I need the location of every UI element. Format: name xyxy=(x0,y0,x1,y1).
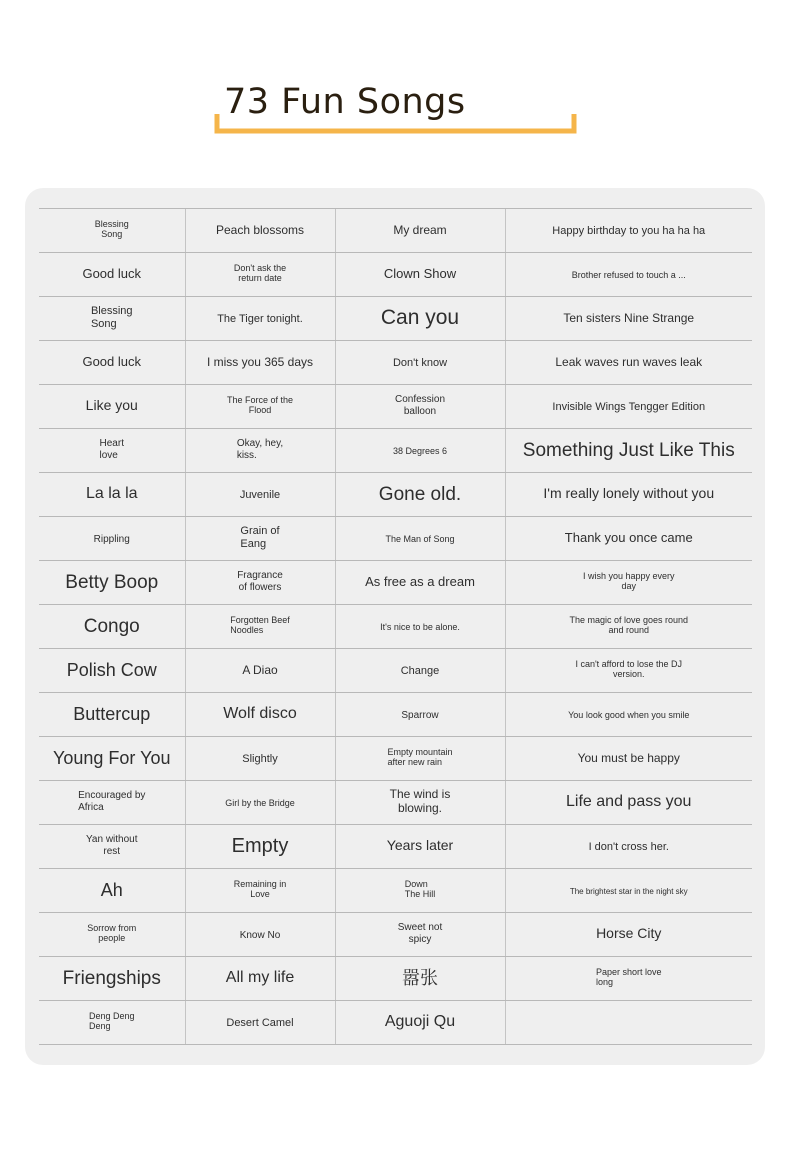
table-row xyxy=(39,957,752,1001)
song-cell xyxy=(505,781,752,825)
song-cell xyxy=(335,605,505,649)
table-row xyxy=(39,693,752,737)
song-cell xyxy=(505,605,752,649)
song-cell xyxy=(185,517,335,561)
song-title: Betty Boop xyxy=(65,571,159,593)
song-title: Good luck xyxy=(82,354,142,370)
song-cell xyxy=(335,561,505,605)
song-title: Friengships xyxy=(62,967,161,989)
song-cell xyxy=(335,341,505,385)
song-cell xyxy=(335,1001,505,1045)
song-cell xyxy=(335,209,505,253)
song-title: Remaining in Love xyxy=(233,878,287,899)
song-cell xyxy=(505,737,752,781)
song-title: Young For You xyxy=(53,747,171,768)
song-cell xyxy=(39,781,185,825)
song-title: Sorrow from people xyxy=(87,922,137,943)
title-underline xyxy=(214,112,580,136)
song-cell xyxy=(185,341,335,385)
song-cell xyxy=(39,561,185,605)
song-title: Paper short love long xyxy=(595,966,662,987)
song-title: Thank you once came xyxy=(564,530,693,546)
song-title: I don't cross her. xyxy=(588,841,669,854)
song-cell xyxy=(335,869,505,913)
song-cell xyxy=(505,341,752,385)
song-cell xyxy=(505,561,752,605)
song-cell xyxy=(185,825,335,869)
song-title: Desert Camel xyxy=(226,1017,294,1030)
song-cell xyxy=(505,297,752,341)
song-title: Polish Cow xyxy=(66,659,157,680)
song-cell xyxy=(39,517,185,561)
song-title: Blessing Song xyxy=(90,304,133,330)
song-title: Empty mountain after new rain xyxy=(387,746,453,767)
song-title: Rippling xyxy=(93,534,130,546)
song-cell xyxy=(185,1001,335,1045)
song-cell xyxy=(185,561,335,605)
song-title: Sparrow xyxy=(401,710,439,722)
song-cell xyxy=(335,297,505,341)
table-row xyxy=(39,825,752,869)
song-title: Horse City xyxy=(596,925,662,942)
song-title: The brightest star in the night sky xyxy=(569,887,688,897)
song-title: Okay, hey, kiss. xyxy=(236,438,284,461)
table-row xyxy=(39,429,752,473)
song-cell xyxy=(505,253,752,297)
song-cell xyxy=(335,473,505,517)
song-cell xyxy=(335,649,505,693)
song-cell xyxy=(39,253,185,297)
song-cell xyxy=(185,649,335,693)
song-title: Don't ask the return date xyxy=(233,262,287,283)
song-title: Happy birthday to you ha ha ha xyxy=(552,225,706,238)
song-cell xyxy=(185,693,335,737)
song-cell xyxy=(39,869,185,913)
song-cell xyxy=(185,737,335,781)
song-title: Fragrance of flowers xyxy=(237,570,283,593)
song-title: Down The Hill xyxy=(404,878,436,899)
song-cell xyxy=(335,781,505,825)
song-title: Brother refused to touch a ... xyxy=(571,270,686,281)
song-title: I miss you 365 days xyxy=(206,355,314,370)
song-cell xyxy=(505,1001,752,1045)
song-title: Wolf disco xyxy=(223,705,297,723)
song-title: Something Just Like This xyxy=(522,439,735,461)
song-cell xyxy=(185,605,335,649)
song-title: Forgotten Beef Noodles xyxy=(230,614,290,635)
song-title: 嚣张 xyxy=(402,967,438,988)
song-title: Good luck xyxy=(82,266,142,282)
song-title: It's nice to be alone. xyxy=(380,622,460,633)
table-row xyxy=(39,209,752,253)
song-cell xyxy=(335,913,505,957)
song-title: Sweet not spicy xyxy=(397,922,443,945)
song-title: Gone old. xyxy=(378,483,462,505)
song-cell xyxy=(39,429,185,473)
table-row xyxy=(39,561,752,605)
song-title: I can't afford to lose the DJ version. xyxy=(575,658,683,679)
song-title: Grain of Eang xyxy=(240,524,280,550)
song-title: Slightly xyxy=(242,753,278,766)
song-cell xyxy=(335,429,505,473)
song-cell xyxy=(185,253,335,297)
table-row xyxy=(39,385,752,429)
table-row xyxy=(39,869,752,913)
song-title: The Tiger tonight. xyxy=(217,313,303,326)
song-cell xyxy=(39,385,185,429)
song-title: The magic of love goes round and round xyxy=(569,614,689,635)
song-title: Juvenile xyxy=(239,489,281,502)
song-title: As free as a dream xyxy=(365,574,475,590)
table-row xyxy=(39,517,752,561)
song-cell xyxy=(39,693,185,737)
song-cell xyxy=(335,825,505,869)
table-row xyxy=(39,605,752,649)
page-title: 73 Fun Songs xyxy=(224,82,466,122)
song-cell xyxy=(39,825,185,869)
song-title: Life and pass you xyxy=(566,793,692,811)
song-title: Girl by the Bridge xyxy=(225,798,295,809)
song-title: Ten sisters Nine Strange xyxy=(563,311,695,326)
song-table xyxy=(39,208,752,1045)
song-cell xyxy=(185,297,335,341)
song-title: Invisible Wings Tengger Edition xyxy=(552,401,706,414)
song-cell xyxy=(185,913,335,957)
song-title: Empty xyxy=(231,835,289,857)
song-title: Ah xyxy=(100,879,123,900)
song-title: Like you xyxy=(85,397,138,414)
song-cell xyxy=(185,781,335,825)
song-title: Know No xyxy=(239,930,281,942)
song-title: Blessing Song xyxy=(94,218,129,239)
song-title: You look good when you smile xyxy=(568,710,690,721)
song-title: My dream xyxy=(393,223,447,238)
song-title: Buttercup xyxy=(73,703,151,724)
song-title: Yan without rest xyxy=(85,834,138,857)
table-row xyxy=(39,253,752,297)
song-title: La la la xyxy=(85,485,138,503)
song-cell xyxy=(335,253,505,297)
song-cell xyxy=(39,649,185,693)
song-cell xyxy=(39,209,185,253)
song-cell xyxy=(335,517,505,561)
song-title: Clown Show xyxy=(383,266,457,282)
table-row xyxy=(39,473,752,517)
table-row xyxy=(39,737,752,781)
song-cell xyxy=(505,385,752,429)
song-title: Years later xyxy=(386,837,454,854)
song-title: I wish you happy every day xyxy=(582,570,675,591)
table-row xyxy=(39,297,752,341)
song-title: Can you xyxy=(380,306,460,330)
song-cell xyxy=(39,737,185,781)
song-cell xyxy=(185,209,335,253)
song-cell xyxy=(39,957,185,1001)
song-title: Don't know xyxy=(392,357,448,370)
song-title: Leak waves run waves leak xyxy=(555,355,703,370)
song-title: Peach blossoms xyxy=(215,223,305,238)
table-row xyxy=(39,913,752,957)
song-cell xyxy=(505,649,752,693)
song-title: Encouraged by Africa xyxy=(78,790,146,813)
song-cell xyxy=(505,825,752,869)
song-cell xyxy=(505,209,752,253)
song-cell xyxy=(185,957,335,1001)
song-cell xyxy=(185,869,335,913)
song-cell xyxy=(505,869,752,913)
song-cell xyxy=(39,297,185,341)
song-cell xyxy=(335,737,505,781)
song-title: A Diao xyxy=(242,663,278,678)
song-title: Aguoji Qu xyxy=(384,1013,456,1031)
song-title: You must be happy xyxy=(577,751,680,766)
song-cell xyxy=(185,429,335,473)
song-cell xyxy=(335,957,505,1001)
song-title: Congo xyxy=(83,615,140,637)
table-row xyxy=(39,1001,752,1045)
song-title: Change xyxy=(400,665,440,678)
song-title: The Force of the Flood xyxy=(226,394,294,415)
song-cell xyxy=(39,341,185,385)
table-row xyxy=(39,341,752,385)
song-title: The wind is blowing. xyxy=(389,786,451,815)
song-cell xyxy=(505,517,752,561)
song-cell xyxy=(505,429,752,473)
song-cell xyxy=(39,473,185,517)
song-title: All my life xyxy=(225,969,295,987)
song-title: 38 Degrees 6 xyxy=(392,446,448,457)
song-title: Confession balloon xyxy=(394,394,446,417)
song-cell xyxy=(39,605,185,649)
song-cell xyxy=(505,913,752,957)
song-cell xyxy=(185,473,335,517)
song-title: The Man of Song xyxy=(385,534,455,545)
song-cell xyxy=(335,693,505,737)
song-cell xyxy=(335,385,505,429)
song-cell xyxy=(505,473,752,517)
song-cell xyxy=(185,385,335,429)
song-cell xyxy=(505,957,752,1001)
song-cell xyxy=(39,913,185,957)
song-title: Deng Deng Deng xyxy=(88,1010,135,1031)
song-cell xyxy=(39,1001,185,1045)
song-title: Heart love xyxy=(99,438,124,461)
song-title: I'm really lonely without you xyxy=(543,485,715,502)
table-row xyxy=(39,781,752,825)
table-row xyxy=(39,649,752,693)
song-cell xyxy=(505,693,752,737)
